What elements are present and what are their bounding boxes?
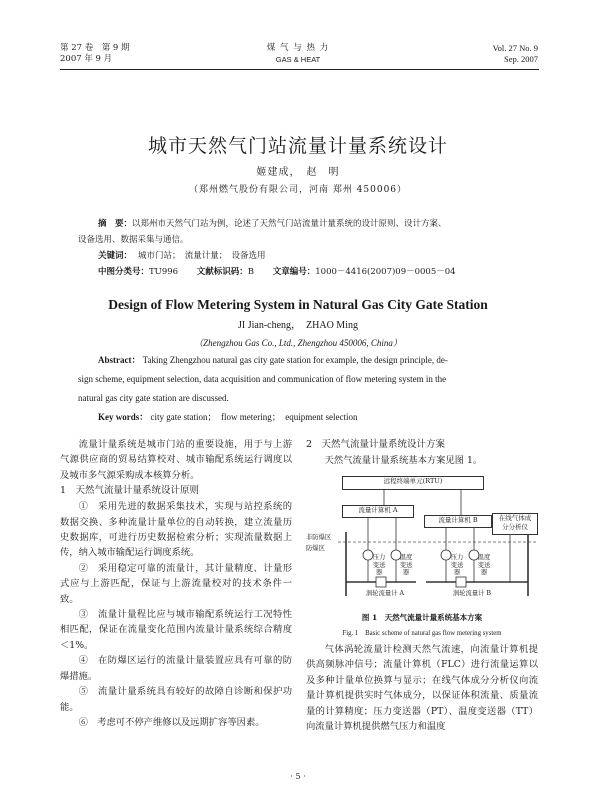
diagram-lines bbox=[306, 472, 538, 606]
english-title: Design of Flow Metering System in Natural Gas City Gate Station bbox=[108, 297, 488, 312]
abstract-cn-line1: 以郑州市天然气门站为例，论述了天然气门站流量计量系统的设计原则、设计方案、 bbox=[132, 219, 447, 229]
temperature-transmitter-a-label bbox=[399, 554, 413, 577]
pressure-transmitter-a-label bbox=[372, 554, 386, 577]
principle-6: ⑥ 考虑可不停产维修以及远期扩容等因素。 bbox=[78, 716, 265, 728]
pt-a-l1: 压力 bbox=[372, 554, 386, 561]
header-journal-en: GAS & HEAT bbox=[275, 55, 321, 64]
page-number: · 5 · bbox=[290, 772, 306, 781]
abstract-cn bbox=[98, 218, 528, 230]
principle-1: ① 采用先进的数据采集技术，实现与站控系统的数据交换、多种流量计量单位的自动转换，建立流量历史数据库，可进行历史数据检索分析；实现流量数据上传，纳入城市输配运行调度系统。 bbox=[60, 501, 292, 559]
pt-a-l2: 变送 bbox=[372, 561, 386, 569]
keywords-cn bbox=[98, 250, 266, 262]
principle-2: ② 采用稳定可靠的流量计，其计量精度、计量形式应与上游匹配，保证与上游流量校对的技术条件一致。 bbox=[60, 562, 292, 605]
tt-a-l2: 变送 bbox=[399, 561, 413, 569]
intro-paragraph: 流量计量系统是城市门站的重要设施，用于与上游气源供应商的贸易结算校对、城市输配系统运行调度以及城市多气源采购成本核算分析。 bbox=[60, 439, 292, 481]
doc-code-label: 文献标识码： bbox=[196, 267, 248, 277]
gas-analyzer-box bbox=[492, 513, 538, 535]
tt-a-l3: 器 bbox=[402, 569, 410, 576]
affiliation: （郑州燃气股份有限公司，河南 郑州 450006） bbox=[188, 185, 408, 195]
abstract-cn-label: 摘 要： bbox=[98, 219, 133, 229]
header-vol-no: Vol. 27 No. 9 bbox=[492, 43, 538, 53]
right-column-bottom bbox=[306, 642, 538, 734]
figure-intro: 天然气流量计量系统基本方案见图 1。 bbox=[324, 455, 483, 466]
authors: 姬建成， 赵 明 bbox=[256, 167, 340, 178]
header-date: 2007 年 9 月 bbox=[60, 54, 113, 64]
pressure-transmitter-b-label bbox=[450, 554, 464, 577]
article-no-value: 1000－4416(2007)09－0005－04 bbox=[315, 267, 456, 277]
gas-analyzer-label-1: 在线气体成 bbox=[498, 514, 532, 522]
figure-1-diagram bbox=[306, 472, 538, 606]
clc-label: 中图分类号： bbox=[98, 267, 150, 277]
header-journal-volume-en bbox=[493, 43, 538, 65]
rtu-box: 远程终端单元(RTU) bbox=[342, 476, 484, 490]
english-keywords-label: Key words： bbox=[98, 412, 149, 422]
english-abstract-line3: natural gas city gate station are discussed. bbox=[78, 393, 229, 403]
non-explosion-zone-label: 非防爆区 bbox=[306, 534, 332, 541]
header-month-year: Sep. 2007 bbox=[504, 54, 538, 64]
turbine-meter-a-icon bbox=[376, 577, 386, 587]
header-journal-cn: 煤 气 与 热 力 bbox=[266, 43, 330, 53]
english-abstract-line1 bbox=[78, 353, 520, 368]
header-volume-issue: 第 27 卷 第 9 期 bbox=[60, 43, 130, 53]
english-abstract-label: Abstract： bbox=[98, 355, 141, 365]
principle-3: ③ 流量计量程比应与城市输配系统运行工况特性相匹配，保证在流量变化范围内流量计量系统综合精度＜1%。 bbox=[60, 609, 292, 651]
temperature-transmitter-b-label bbox=[477, 554, 491, 577]
flow-computer-b-box: 流量计算机 B bbox=[424, 515, 492, 528]
clc-value: TU996 bbox=[149, 267, 179, 277]
principle-5: ⑤ 流量计量系统具有较好的故障自诊断和保护功能。 bbox=[60, 686, 292, 713]
pt-b-l1: 压力 bbox=[450, 554, 464, 561]
header-rule bbox=[60, 69, 539, 70]
principle-4: ④ 在防爆区运行的流量计量装置应具有可靠的防爆措施。 bbox=[60, 655, 292, 682]
keywords-cn-text: 城市门站； 流量计量； 设备选用 bbox=[138, 251, 266, 261]
pt-b-l3: 器 bbox=[453, 569, 461, 576]
english-keywords bbox=[78, 410, 520, 425]
classification-line bbox=[98, 266, 456, 278]
gas-analyzer-label-2: 分分析仪 bbox=[502, 523, 528, 531]
english-affiliation: （Zhengzhou Gas Co., Ltd., Zhengzhou 450006, China） bbox=[194, 338, 402, 348]
english-authors: JI Jian-cheng， ZHAO Ming bbox=[238, 320, 358, 331]
english-abstract bbox=[78, 353, 520, 425]
tt-b-l1: 温度 bbox=[477, 554, 491, 561]
turbine-meter-b-label: 涡轮流量计 B bbox=[452, 590, 492, 597]
scheme-paragraph: 气体涡轮流量计检测天然气流速，向流量计算机提供高频脉冲信号；流量计算机（FLC）进行流量运算以及多种计量单位换算与显示；在线气体成分分析仪向流量计算机提供实时气体成分，以保证体积流量、质量流量的计算精度；压力变送器（PT）、温度变送器（TT）向流量计算机提供燃气压力和温度 bbox=[306, 644, 538, 733]
figure-caption-en: Fig. 1 Basic scheme of natural gas flow metering system bbox=[342, 630, 502, 637]
left-column bbox=[60, 437, 292, 730]
article-no-label: 文章编号： bbox=[272, 267, 316, 277]
english-keywords-text: city gate station； flow metering； equipment selection bbox=[150, 412, 358, 422]
section-1-heading: 1 天然气流量计量系统设计原则 bbox=[60, 485, 200, 497]
pt-a-l3: 器 bbox=[375, 569, 383, 576]
english-abstract-text1: Taking Zhengzhou natural gas city gate station for example, the design principle, de- bbox=[142, 355, 448, 365]
keywords-cn-label: 关键词： bbox=[98, 251, 133, 261]
doc-code-value: B bbox=[247, 267, 255, 277]
flow-computer-a-box: 流量计算机 A bbox=[342, 505, 414, 518]
pt-b-l2: 变送 bbox=[450, 561, 464, 569]
turbine-meter-a-label: 涡轮流量计 A bbox=[365, 590, 405, 597]
right-column-top bbox=[306, 437, 538, 468]
tt-b-l2: 变送 bbox=[477, 561, 491, 569]
turbine-meter-b-icon bbox=[456, 577, 466, 587]
paper-title: 城市天然气门站流量计量系统设计 bbox=[147, 135, 448, 157]
figure-caption-cn: 图 1 天然气流量计量系统基本方案 bbox=[361, 613, 483, 622]
section-2-heading: 2 天然气流量计量系统设计方案 bbox=[306, 439, 446, 450]
abstract-cn-cont: 设备选用、数据采集与通信。 bbox=[78, 235, 189, 245]
explosion-zone-label: 防爆区 bbox=[306, 545, 325, 552]
tt-b-l3: 器 bbox=[480, 569, 488, 576]
english-abstract-line2: sign scheme, equipment selection, data acquisition and communication of flow metering system in the bbox=[78, 374, 447, 384]
tt-a-l1: 温度 bbox=[399, 554, 413, 561]
